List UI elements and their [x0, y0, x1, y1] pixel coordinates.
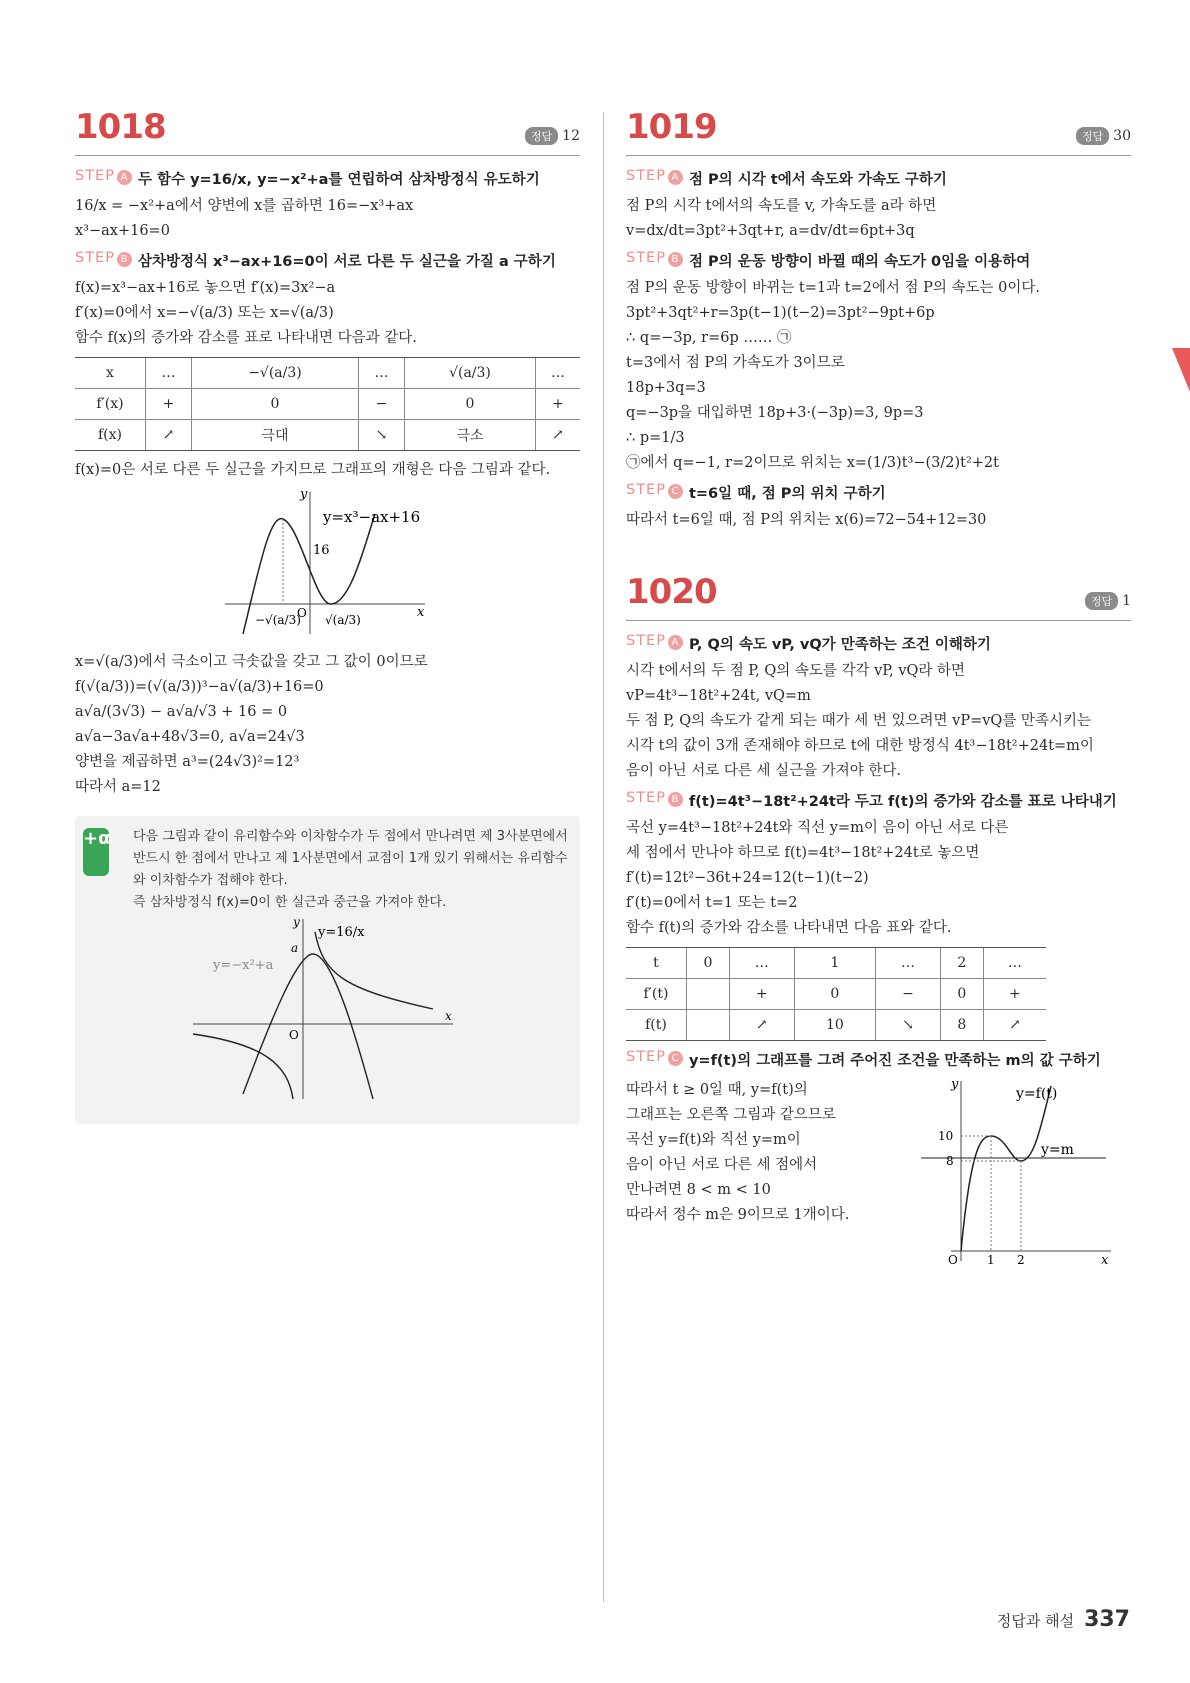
text-line: 따라서 t ≥ 0일 때, y=f(t)의 [626, 1082, 808, 1098]
tip-text: 즉 삼차방정식 f(x)=0이 한 실근과 중근을 가져야 한다. [133, 895, 447, 910]
text-line: 곡선 y=4t³−18t²+24t와 직선 y=m이 음이 아닌 서로 다른 [626, 820, 1009, 836]
cubic-graph [75, 484, 580, 644]
table-cell: … [358, 358, 404, 389]
text-line: 음이 아닌 서로 다른 세 실근을 가져야 한다. [626, 763, 901, 779]
ft-curve [961, 1086, 1051, 1251]
answer [525, 127, 580, 145]
text-line: 점 P의 시각 t에서의 속도를 v, 가속도를 a라 하면 [626, 198, 937, 214]
text-line: q=−3p을 대입하면 18p+3·(−3p)=3, 9p=3 [626, 405, 924, 421]
y-axis-label: y [300, 487, 308, 502]
answer-value: 30 [1113, 128, 1131, 144]
step-title: 삼차방정식 x³−ax+16=0이 서로 다른 두 실근을 가질 a 구하기 [137, 254, 556, 270]
table-cell: 0 [191, 389, 358, 420]
problem-1018 [75, 105, 580, 1124]
text-line: ㉠에서 q=−1, r=2이므로 위치는 x=(1/3)t³−(3/2)t²+2t [626, 455, 999, 471]
problem-number: 1018 [75, 107, 166, 147]
table-cell: ↗ [536, 420, 580, 451]
table-cell: 10 [794, 1010, 875, 1041]
step-title: P, Q의 속도 vP, vQ가 만족하는 조건 이해하기 [688, 637, 991, 653]
text-line: 함수 f(x)의 증가와 감소를 표로 나타내면 다음과 같다. [75, 330, 417, 346]
table-cell: ↗ [983, 1010, 1046, 1041]
text-line: 두 점 P, Q의 속도가 같게 되는 때가 세 번 있으려면 vP=vQ를 만족시키는 [626, 713, 1091, 729]
answer [1076, 127, 1131, 145]
table-cell: x [75, 358, 146, 389]
step-c-text [626, 1076, 916, 1266]
step-letter: A [668, 635, 683, 650]
text-line: ∴ p=1/3 [626, 430, 685, 446]
page-number: 337 [1084, 1607, 1130, 1632]
table-cell: 0 [794, 979, 875, 1010]
step-c-body [626, 1076, 1131, 1266]
table-cell: 8 [940, 1010, 983, 1041]
text-line: 따라서 정수 m은 9이므로 1개이다. [626, 1207, 850, 1223]
text-line: 시각 t에서의 두 점 P, Q의 속도를 각각 vP, vQ라 하면 [626, 663, 966, 679]
table-cell: 0 [687, 948, 730, 979]
curve-label: y=−x²+a [213, 958, 274, 973]
table-cell: … [146, 358, 192, 389]
text-line: a√a−3a√a+48√3=0, a√a=24√3 [75, 729, 305, 745]
step-title: f(t)=4t³−18t²+24t라 두고 f(t)의 증가와 감소를 표로 나타내기 [688, 794, 1117, 810]
problem-header [75, 105, 580, 156]
step-c-heading [626, 1049, 1131, 1070]
problem-number: 1019 [626, 107, 717, 147]
table-cell: 극소 [404, 420, 535, 451]
table-cell: f′(x) [75, 389, 146, 420]
text-line: vP=4t³−18t²+24t, vQ=m [626, 688, 811, 704]
table-cell: − [358, 389, 404, 420]
text-line: 시각 t의 값이 3개 존재해야 하므로 t에 대한 방정식 4t³−18t²+24t=m이 [626, 738, 1094, 754]
column-divider [603, 112, 604, 1602]
answer-value: 12 [562, 128, 580, 144]
table-cell: + [536, 389, 580, 420]
table-cell: + [729, 979, 794, 1010]
step-tag: STEP [626, 482, 666, 498]
text-line: 따라서 t=6일 때, 점 P의 위치는 x(6)=72−54+12=30 [626, 512, 987, 528]
origin-label: O [289, 1028, 299, 1042]
table-cell: + [146, 389, 192, 420]
text-line: x=√(a/3)에서 극소이고 극솟값을 갖고 그 값이 0이므로 [75, 654, 428, 670]
a-label: a [291, 941, 299, 955]
text-line: 따라서 a=12 [75, 779, 161, 795]
text-line: 점 P의 운동 방향이 바뀌는 t=1과 t=2에서 점 P의 속도는 0이다. [626, 280, 1040, 296]
text-line: 곡선 y=f(t)와 직선 y=m이 [626, 1132, 801, 1148]
text-line: f′(x)=0에서 x=−√(a/3) 또는 x=√(a/3) [75, 305, 334, 321]
increase-decrease-table [75, 357, 580, 451]
text-line: f′(t)=0에서 t=1 또는 t=2 [626, 895, 798, 911]
table-cell: ↗ [729, 1010, 794, 1041]
y-axis-label: y [293, 915, 300, 929]
y-intercept-label: 16 [313, 543, 330, 558]
step-letter: C [668, 484, 683, 499]
step-b-heading [75, 250, 580, 271]
increase-decrease-table [626, 947, 1046, 1041]
step-c-heading [626, 482, 1131, 503]
text-line: f(x)=x³−ax+16로 놓으면 f′(x)=3x²−a [75, 280, 336, 296]
page-footer [997, 1607, 1130, 1632]
step-a-heading [626, 633, 1131, 654]
step-tag: STEP [626, 250, 666, 266]
answer [1085, 592, 1131, 610]
step-letter: A [668, 170, 683, 185]
table-cell: f(x) [75, 420, 146, 451]
table-cell: √(a/3) [404, 358, 535, 389]
step-letter: C [668, 1051, 683, 1066]
answer-badge: 정답 [1076, 127, 1109, 145]
problem-1020 [626, 570, 1131, 1266]
step-letter: B [668, 252, 683, 267]
step-a-heading [626, 168, 1131, 189]
step-title: 점 P의 시각 t에서 속도와 가속도 구하기 [688, 172, 947, 188]
step-title: t=6일 때, 점 P의 위치 구하기 [688, 486, 886, 502]
table-cell: … [983, 948, 1046, 979]
text-line: 그래프는 오른쪽 그림과 같으므로 [626, 1107, 836, 1123]
step-tag: STEP [626, 168, 666, 184]
table-cell: … [729, 948, 794, 979]
origin-label: O [948, 1253, 958, 1266]
text-line: 만나려면 8 < m < 10 [626, 1182, 771, 1198]
value-label: 10 [938, 1129, 954, 1143]
text-line: 세 점에서 만나야 하므로 f(t)=4t³−18t²+24t로 놓으면 [626, 845, 980, 861]
problem-header [626, 105, 1131, 156]
footer-label: 정답과 해설 [996, 1612, 1075, 1630]
text-line: f′(t)=12t²−36t+24=12(t−1)(t−2) [626, 870, 869, 886]
table-cell: … [536, 358, 580, 389]
text-line: t=3에서 점 P의 가속도가 3이므로 [626, 355, 845, 371]
step-letter: B [668, 792, 683, 807]
step-tag: STEP [75, 250, 115, 266]
table-cell: 1 [794, 948, 875, 979]
tip-text: 다음 그림과 같이 유리함수와 이차함수가 두 점에서 만나려면 제 3사분면에서 반드시 한 점에서 만나고 제 1사분면에서 교점이 1개 있기 위해서는 유리함수와 이차함수가 접해야 한다. [133, 829, 568, 888]
curve-label: y=16/x [318, 925, 365, 940]
table-cell: f′(t) [626, 979, 687, 1010]
pos-root-label: √(a/3) [325, 613, 361, 627]
x-axis-label: x [417, 605, 425, 620]
table-cell [687, 979, 730, 1010]
tip-box [75, 816, 580, 1124]
step-title: 점 P의 운동 방향이 바뀔 때의 속도가 0임을 이용하여 [688, 254, 1031, 270]
step-tag: STEP [626, 1049, 666, 1065]
table-cell: f(t) [626, 1010, 687, 1041]
page-tab-marker [1172, 348, 1190, 392]
step-tag: STEP [626, 790, 666, 806]
table-cell: t [626, 948, 687, 979]
table-cell: ↗ [146, 420, 192, 451]
ft-graph [916, 1076, 1116, 1266]
tip-graph [133, 914, 553, 1104]
step-tag: STEP [626, 633, 666, 649]
text-line: 3pt²+3qt²+r=3p(t−1)(t−2)=3pt²−9pt+6p [626, 305, 935, 321]
value-label: 8 [946, 1154, 954, 1168]
table-cell: ↘ [876, 1010, 941, 1041]
problem-1019 [626, 105, 1131, 1266]
table-cell: − [876, 979, 941, 1010]
text-line: 함수 f(t)의 증가와 감소를 나타내면 다음 표와 같다. [626, 920, 952, 936]
table-cell: 0 [940, 979, 983, 1010]
table-cell: 극대 [191, 420, 358, 451]
line-label: y=m [1041, 1142, 1074, 1158]
step-letter: B [117, 252, 132, 267]
tick-label: 2 [1017, 1253, 1025, 1266]
step-b-heading [626, 790, 1131, 811]
step-title: y=f(t)의 그래프를 그려 주어진 조건을 만족하는 m의 값 구하기 [688, 1053, 1101, 1069]
text-line: a√a/(3√3) − a√a/√3 + 16 = 0 [75, 704, 288, 720]
parabola-curve [243, 954, 373, 1099]
table-cell: + [983, 979, 1046, 1010]
table-cell: 2 [940, 948, 983, 979]
answer-badge: 정답 [525, 127, 558, 145]
text-line: 18p+3q=3 [626, 380, 706, 396]
answer-badge: 정답 [1085, 592, 1118, 610]
table-cell: −√(a/3) [191, 358, 358, 389]
x-axis-label: x [445, 1009, 452, 1023]
text-line: f(√(a/3))=(√(a/3))³−a√(a/3)+16=0 [75, 679, 324, 695]
curve-label: y=f(t) [1016, 1086, 1058, 1102]
text-line: ∴ q=−3p, r=6p …… ㉠ [626, 330, 792, 346]
plus-alpha-icon: +α [83, 828, 109, 876]
text-line: v=dx/dt=3pt²+3qt+r, a=dv/dt=6pt+3q [626, 223, 915, 239]
hyperbola-branch [193, 1034, 293, 1099]
step-b-heading [626, 250, 1131, 271]
text-line: 16/x = −x²+a에서 양변에 x를 곱하면 16=−x³+ax [75, 198, 414, 214]
table-cell: 0 [404, 389, 535, 420]
neg-root-label: −√(a/3) [255, 613, 301, 627]
step-a-heading [75, 168, 580, 189]
step-tag: STEP [75, 168, 115, 184]
problem-header [626, 570, 1131, 621]
x-axis-label: x [1101, 1253, 1109, 1266]
text-line: 양변을 제곱하면 a³=(24√3)²=12³ [75, 754, 300, 770]
problem-number: 1020 [626, 572, 717, 612]
step-title: 두 함수 y=16/x, y=−x²+a를 연립하여 삼차방정식 유도하기 [137, 172, 540, 188]
text-line: x³−ax+16=0 [75, 223, 170, 239]
tick-label: 1 [987, 1253, 995, 1266]
y-axis-label: y [951, 1077, 959, 1092]
step-letter: A [117, 170, 132, 185]
table-cell: ↘ [358, 420, 404, 451]
answer-value: 1 [1122, 593, 1131, 609]
text-line: f(x)=0은 서로 다른 두 실근을 가지므로 그래프의 개형은 다음 그림과 같다. [75, 462, 551, 478]
origin-label: O [297, 606, 307, 620]
text-line: 음이 아닌 서로 다른 세 점에서 [626, 1157, 818, 1173]
table-cell [687, 1010, 730, 1041]
curve-label: y=x³−ax+16 [323, 508, 421, 526]
table-cell: … [876, 948, 941, 979]
hyperbola-branch [315, 932, 433, 1009]
